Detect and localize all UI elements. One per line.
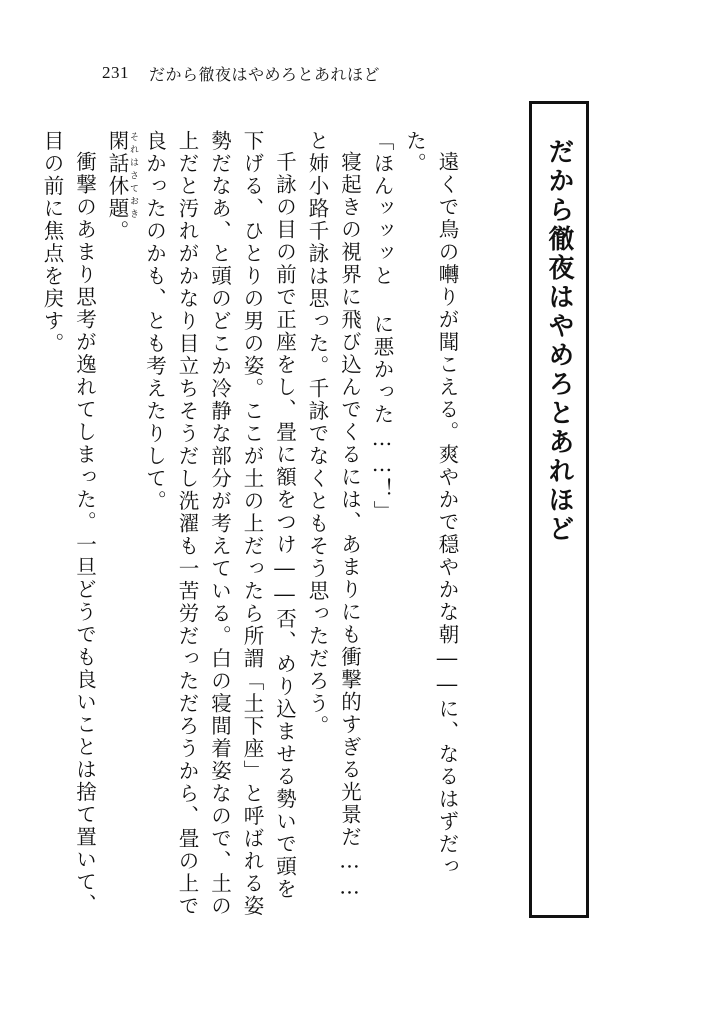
ruby-reading: それはさておき bbox=[128, 130, 138, 220]
ruby-base: 閑話休題 bbox=[105, 130, 129, 220]
paragraph-5-tail: 。 bbox=[105, 220, 129, 243]
paragraph-4: 千詠の目の前で正座をし、畳に額をつけ――否、めり込ませる勢いで頭を下げる、ひとりの男の姿。ここが土の上だったら所謂「土下座」と呼ばれる姿勢だなあ、と頭のどこか冷静な部分が考えている。白の寝間着姿なので、土の上だと汚れがかなり目立ちそうだし洗濯も一苦労だっただろうから、畳の上で良かったのかも、とも考えたりして。 bbox=[142, 130, 297, 918]
chapter-title: だから徹夜はやめろとあれほど bbox=[544, 138, 574, 544]
chapter-title-box bbox=[529, 101, 589, 918]
paragraph-2-dialogue: 「ほんッッッと に悪かった……！」 bbox=[370, 130, 394, 523]
page-number: 231 bbox=[102, 63, 129, 82]
running-head-title: だから徹夜はやめろとあれほど bbox=[149, 64, 381, 84]
paragraph-5 bbox=[101, 130, 139, 920]
paragraph-3: 寝起きの視界に飛び込んでくるには、あまりにも衝撃的すぎる光景だ……と姉小路千詠は思った。千詠でなくともそう思っただろう。 bbox=[305, 130, 362, 900]
ruby-annotation bbox=[105, 130, 138, 220]
running-header bbox=[102, 58, 380, 88]
body-text bbox=[36, 130, 464, 920]
paragraph-1: 遠くで鳥の囀りが聞こえる。爽やかで穏やかな朝――に、なるはずだった。 bbox=[402, 130, 459, 878]
paragraph-6: 衝撃のあまり思考が逸れてしまった。一旦どうでも良いことは捨て置いて、目の前に焦点を戻す。 bbox=[40, 130, 97, 916]
